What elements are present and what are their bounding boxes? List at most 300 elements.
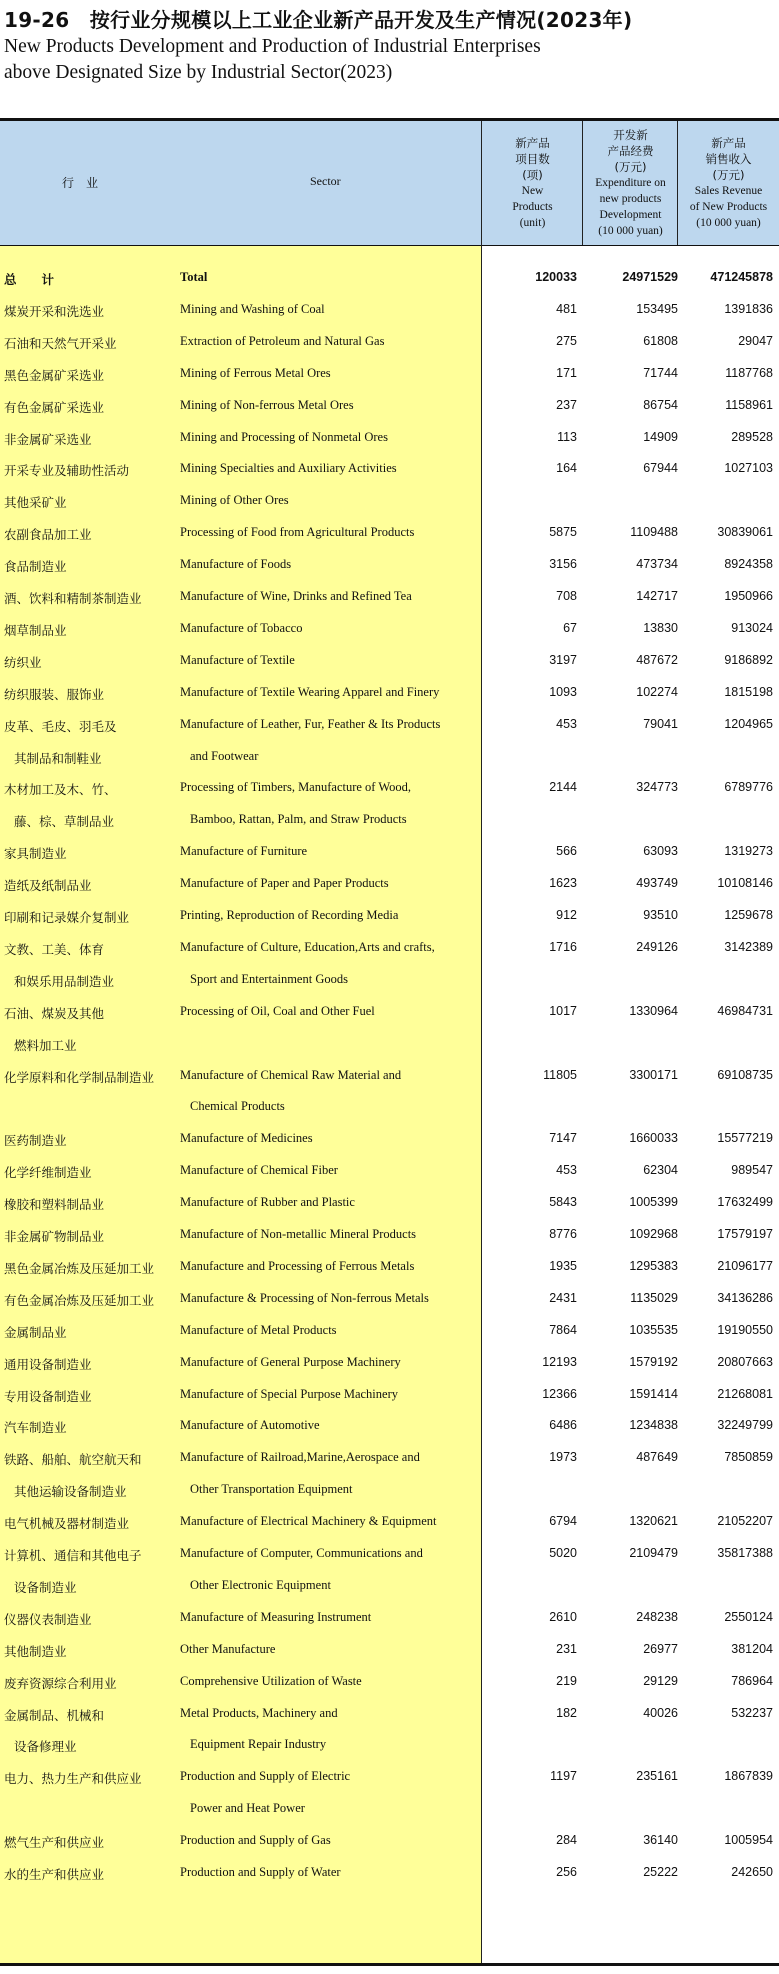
table-row bbox=[0, 453, 779, 485]
new-products-cell: 5843 bbox=[549, 1195, 577, 1210]
header-line: New bbox=[521, 185, 544, 197]
table-row bbox=[0, 836, 779, 868]
sector-en-cell: Manufacture of Automotive bbox=[180, 1418, 320, 1433]
sales-revenue-cell: 15577219 bbox=[717, 1131, 773, 1146]
industry-cn-cell: 专用设备制造业 bbox=[4, 1388, 92, 1404]
industry-cn-cell: 铁路、船舶、航空航天和 bbox=[4, 1452, 142, 1468]
sector-en-cell: Power and Heat Power bbox=[190, 1801, 305, 1816]
industry-cn-cell: 农副食品加工业 bbox=[4, 527, 92, 543]
new-products-cell: 453 bbox=[556, 1163, 577, 1178]
new-products-cell: 708 bbox=[556, 589, 577, 603]
industry-cn-cell: 开采专业及辅助性活动 bbox=[4, 463, 130, 479]
sector-en-cell: Manufacture of Railroad,Marine,Aerospace and bbox=[180, 1450, 420, 1465]
sector-en-cell: Processing of Timbers, Manufacture of Wood, bbox=[180, 780, 412, 795]
sales-revenue-cell: 46984731 bbox=[717, 1003, 773, 1018]
sector-en-cell: Mining of Other Ores bbox=[180, 493, 289, 508]
sector-en-cell: Metal Products, Machinery and bbox=[180, 1705, 338, 1720]
sales-revenue-cell: 21052207 bbox=[717, 1514, 773, 1529]
expenditure-cell: 1109488 bbox=[630, 525, 678, 540]
table-row bbox=[0, 1793, 779, 1825]
sector-en-cell: Printing, Reproduction of Recording Media bbox=[180, 908, 399, 922]
header-col-expenditure bbox=[583, 121, 678, 245]
expenditure-cell: 142717 bbox=[636, 589, 678, 603]
industry-cn-cell: 烟草制品业 bbox=[4, 622, 67, 638]
new-products-cell: 284 bbox=[556, 1833, 577, 1848]
header-line: Products bbox=[512, 201, 553, 213]
header-sector-en bbox=[310, 174, 341, 189]
sector-en-cell: Equipment Repair Industry bbox=[190, 1737, 327, 1752]
table-row bbox=[0, 709, 779, 741]
industry-cn-cell: 设备修理业 bbox=[14, 1739, 77, 1755]
sector-en-cell: Extraction of Petroleum and Natural Gas bbox=[180, 333, 385, 348]
expenditure-cell: 29129 bbox=[643, 1673, 678, 1688]
sector-en-cell: Manufacture and Processing of Ferrous Metals bbox=[180, 1258, 415, 1273]
industry-cn-cell: 木材加工及木、竹、 bbox=[4, 782, 117, 798]
sector-en-cell: Processing of Oil, Coal and Other Fuel bbox=[180, 1003, 375, 1018]
industry-cn-cell: 计算机、通信和其他电子 bbox=[4, 1548, 142, 1563]
sales-revenue-cell: 1187768 bbox=[725, 365, 773, 380]
expenditure-cell: 487649 bbox=[636, 1450, 678, 1465]
expenditure-cell: 93510 bbox=[643, 908, 678, 922]
new-products-cell: 113 bbox=[557, 429, 577, 444]
table-row bbox=[0, 1570, 779, 1602]
sales-revenue-cell: 1259678 bbox=[724, 908, 773, 922]
sales-revenue-cell: 1815198 bbox=[724, 684, 773, 699]
header-industry-cn bbox=[62, 174, 98, 191]
table-row bbox=[0, 1091, 779, 1123]
sector-en-cell: Mining Specialties and Auxiliary Activities bbox=[180, 461, 397, 476]
new-products-cell: 481 bbox=[556, 301, 577, 316]
expenditure-cell: 1660033 bbox=[629, 1131, 678, 1146]
new-products-cell: 164 bbox=[556, 461, 577, 476]
industry-cn-cell: 其他制造业 bbox=[4, 1643, 67, 1659]
sector-en-cell: Manufacture of Furniture bbox=[180, 844, 308, 859]
expenditure-cell: 324773 bbox=[636, 780, 678, 795]
new-products-cell: 237 bbox=[556, 397, 577, 412]
industry-cn-cell: 文教、工美、体育 bbox=[4, 941, 105, 957]
sector-en-cell: Bamboo, Rattan, Palm, and Straw Products bbox=[190, 812, 407, 827]
sector-en-cell: Comprehensive Utilization of Waste bbox=[180, 1673, 362, 1688]
expenditure-cell: 1092968 bbox=[629, 1227, 678, 1241]
industry-cn-cell: 印刷和记录媒介复制业 bbox=[4, 910, 130, 925]
sales-revenue-cell: 20807663 bbox=[717, 1354, 773, 1369]
new-products-cell: 275 bbox=[556, 333, 577, 348]
sector-en-cell: Other Electronic Equipment bbox=[190, 1577, 331, 1592]
industry-cn-cell: 其制品和制鞋业 bbox=[14, 750, 102, 766]
sales-revenue-cell: 1027103 bbox=[724, 461, 773, 476]
header-line: new products bbox=[599, 193, 662, 205]
new-products-cell: 11805 bbox=[543, 1067, 577, 1082]
sales-revenue-cell: 29047 bbox=[738, 333, 773, 348]
expenditure-cell: 1005399 bbox=[629, 1195, 678, 1210]
table-row bbox=[0, 1283, 779, 1315]
table-row bbox=[0, 422, 779, 454]
sector-en-cell: Manufacture of Non-metallic Mineral Products bbox=[180, 1227, 417, 1241]
industry-cn-cell: 燃气生产和供应业 bbox=[4, 1835, 105, 1851]
sector-en-cell: Manufacture of Chemical Raw Material and bbox=[180, 1067, 402, 1082]
expenditure-cell: 1295383 bbox=[629, 1258, 678, 1273]
industry-cn-cell: 有色金属矿采选业 bbox=[4, 399, 105, 415]
sector-en-cell: Manufacture of Measuring Instrument bbox=[180, 1609, 372, 1624]
expenditure-cell: 14909 bbox=[643, 429, 678, 444]
sales-revenue-cell: 1391836 bbox=[724, 301, 773, 316]
industry-cn-cell: 石油和天然气开采业 bbox=[4, 335, 117, 351]
table-row bbox=[0, 1602, 779, 1634]
table-row bbox=[0, 1028, 779, 1060]
sales-revenue-cell: 989547 bbox=[731, 1163, 773, 1178]
header-line: 销售收入 bbox=[705, 152, 752, 166]
new-products-cell: 2144 bbox=[549, 780, 577, 795]
industry-cn-cell: 非金属矿物制品业 bbox=[4, 1229, 105, 1244]
expenditure-cell: 473734 bbox=[636, 557, 678, 572]
sales-revenue-cell: 1204965 bbox=[724, 716, 773, 731]
header-line: 开发新 bbox=[613, 128, 648, 142]
sales-revenue-cell: 289528 bbox=[731, 429, 773, 444]
industry-cn-cell: 其他运输设备制造业 bbox=[14, 1484, 127, 1500]
sales-revenue-cell: 3142389 bbox=[724, 939, 773, 954]
industry-cn-cell: 通用设备制造业 bbox=[4, 1356, 92, 1372]
industry-cn-cell: 设备制造业 bbox=[14, 1579, 77, 1595]
sector-en-cell: Mining of Ferrous Metal Ores bbox=[180, 365, 331, 380]
industry-cn-cell: 纺织服装、服饰业 bbox=[4, 686, 105, 702]
sector-en-cell: Manufacture of Chemical Fiber bbox=[180, 1163, 338, 1178]
sales-revenue-cell: 69108735 bbox=[717, 1067, 773, 1082]
industry-cn-cell: 橡胶和塑料制品业 bbox=[4, 1197, 105, 1213]
table-row bbox=[0, 1379, 779, 1411]
expenditure-cell: 26977 bbox=[643, 1641, 678, 1656]
sales-revenue-cell: 32249799 bbox=[717, 1418, 773, 1433]
sector-en-cell: Mining and Washing of Coal bbox=[180, 301, 325, 316]
sector-en-cell: Other Manufacture bbox=[180, 1641, 276, 1656]
expenditure-cell: 1579192 bbox=[629, 1354, 678, 1369]
new-products-cell: 12366 bbox=[542, 1386, 577, 1401]
header-line: of New Products bbox=[689, 201, 768, 213]
new-products-cell: 6486 bbox=[549, 1418, 577, 1433]
header-line: (万元) bbox=[712, 168, 745, 182]
sales-revenue-cell: 2550124 bbox=[724, 1609, 773, 1624]
table-row bbox=[0, 1857, 779, 1889]
table-row bbox=[0, 390, 779, 422]
table-row bbox=[0, 1698, 779, 1730]
sector-en-cell: Mining of Non-ferrous Metal Ores bbox=[180, 397, 354, 412]
industry-cn-cell: 藤、棕、草制品业 bbox=[14, 814, 115, 830]
table-row bbox=[0, 932, 779, 964]
expenditure-cell: 1330964 bbox=[629, 1003, 678, 1018]
table-row bbox=[0, 1666, 779, 1698]
header-line: (项) bbox=[522, 168, 543, 182]
industry-cn-cell: 酒、饮料和精制茶制造业 bbox=[4, 591, 142, 606]
industry-cn-cell: 电气机械及器材制造业 bbox=[4, 1516, 130, 1532]
table-row bbox=[0, 1060, 779, 1092]
sector-en-cell: Manufacture of Paper and Paper Products bbox=[180, 876, 389, 891]
sales-revenue-cell: 7850859 bbox=[724, 1450, 773, 1465]
expenditure-cell: 153495 bbox=[636, 301, 678, 316]
sales-revenue-cell: 1867839 bbox=[724, 1769, 773, 1784]
industry-cn-cell: 有色金属冶炼及压延加工业 bbox=[4, 1292, 155, 1308]
new-products-cell: 2431 bbox=[549, 1290, 577, 1305]
industry-cn-cell: 其他采矿业 bbox=[4, 495, 67, 511]
sales-revenue-cell: 786964 bbox=[731, 1673, 773, 1688]
table-row bbox=[0, 358, 779, 390]
header-line: 产品经费 bbox=[607, 144, 654, 158]
sector-en-cell: Production and Supply of Water bbox=[180, 1865, 341, 1879]
new-products-cell: 5875 bbox=[549, 525, 577, 540]
table-row bbox=[0, 581, 779, 613]
sales-revenue-cell: 17579197 bbox=[717, 1227, 773, 1241]
table-row bbox=[0, 294, 779, 326]
header-col-sales-revenue bbox=[678, 121, 779, 245]
expenditure-cell: 3300171 bbox=[629, 1067, 678, 1082]
new-products-cell: 231 bbox=[556, 1641, 577, 1656]
table-row bbox=[0, 1442, 779, 1474]
sector-en-cell: Chemical Products bbox=[190, 1099, 285, 1114]
header-line: 新产品 bbox=[515, 136, 550, 150]
sales-revenue-cell: 30839061 bbox=[717, 525, 773, 540]
new-products-cell: 3197 bbox=[549, 652, 577, 667]
industry-cn-cell: 煤炭开采和洗选业 bbox=[4, 303, 105, 319]
sector-en-cell: Manufacture of Foods bbox=[180, 557, 292, 572]
sector-en-cell: Mining and Processing of Nonmetal Ores bbox=[180, 429, 388, 444]
table-row bbox=[0, 1506, 779, 1538]
sector-en-cell: and Footwear bbox=[190, 748, 259, 763]
expenditure-cell: 67944 bbox=[643, 461, 678, 476]
expenditure-cell: 487672 bbox=[636, 652, 678, 667]
table-bottom-rule bbox=[0, 1963, 779, 1966]
table-row bbox=[0, 1761, 779, 1793]
page-title-cn: 19-26 按行业分规模以上工业企业新产品开发及生产情况(2023年) bbox=[4, 8, 633, 32]
sales-revenue-cell: 9186892 bbox=[724, 652, 773, 667]
sector-en-cell: Manufacture of Culture, Education,Arts and crafts, bbox=[180, 939, 435, 954]
header-line: Development bbox=[599, 209, 662, 221]
sector-en-cell: Manufacture of Textile bbox=[180, 652, 295, 667]
new-products-cell: 1197 bbox=[550, 1769, 577, 1784]
sales-revenue-cell: 8924358 bbox=[724, 557, 773, 572]
industry-cn-cell: 化学纤维制造业 bbox=[4, 1165, 92, 1181]
industry-cn-cell: 仪器仪表制造业 bbox=[4, 1611, 92, 1627]
sector-en-cell: Production and Supply of Gas bbox=[180, 1833, 331, 1848]
sector-en-cell: Manufacture of Tobacco bbox=[180, 620, 303, 635]
expenditure-cell: 13830 bbox=[643, 620, 678, 635]
industry-cn-cell: 金属制品业 bbox=[4, 1324, 67, 1340]
sector-en-cell: Manufacture of Computer, Communications and bbox=[180, 1546, 423, 1560]
expenditure-cell: 40026 bbox=[643, 1705, 678, 1720]
header-col-new-products bbox=[482, 121, 583, 245]
header-line: 项目数 bbox=[515, 152, 550, 166]
expenditure-cell: 102274 bbox=[636, 684, 678, 699]
expenditure-cell: 71744 bbox=[643, 365, 678, 380]
table-row bbox=[0, 1219, 779, 1251]
new-products-cell: 1017 bbox=[549, 1003, 577, 1018]
header-line: 新产品 bbox=[711, 136, 746, 150]
sector-en-cell: Manufacture of Special Purpose Machinery bbox=[180, 1386, 398, 1401]
header-industry-cn-text: 行 业 bbox=[62, 176, 99, 190]
sales-revenue-cell: 34136286 bbox=[717, 1290, 773, 1305]
column-divider-3 bbox=[677, 121, 678, 245]
new-products-cell: 8776 bbox=[549, 1227, 577, 1241]
industry-cn-cell: 金属制品、机械和 bbox=[4, 1707, 105, 1723]
sales-revenue-cell: 381204 bbox=[731, 1641, 773, 1656]
sector-en-cell: Manufacture & Processing of Non-ferrous Metals bbox=[180, 1290, 429, 1305]
header-line: (万元) bbox=[614, 160, 647, 174]
header-line: (10 000 yuan) bbox=[696, 217, 761, 229]
industry-cn-cell: 医药制造业 bbox=[4, 1133, 67, 1149]
new-products-cell: 256 bbox=[556, 1865, 577, 1879]
new-products-cell: 1973 bbox=[549, 1450, 577, 1465]
new-products-cell: 1716 bbox=[549, 939, 577, 954]
industry-cn-cell: 黑色金属矿采选业 bbox=[4, 367, 105, 383]
industry-cn-cell: 石油、煤炭及其他 bbox=[4, 1005, 105, 1021]
industry-cn-cell: 食品制造业 bbox=[4, 559, 67, 575]
sector-en-cell: Sport and Entertainment Goods bbox=[190, 971, 348, 986]
table-row bbox=[0, 1155, 779, 1187]
expenditure-cell: 2109479 bbox=[629, 1546, 678, 1560]
sector-en-cell: Manufacture of Rubber and Plastic bbox=[180, 1195, 355, 1210]
sales-revenue-cell: 1319273 bbox=[724, 844, 773, 859]
page-title-en-line2: above Designated Size by Industrial Sector(2023) bbox=[4, 62, 393, 83]
table-row bbox=[0, 645, 779, 677]
industry-cn-cell: 燃料加工业 bbox=[14, 1037, 77, 1053]
expenditure-cell: 25222 bbox=[643, 1865, 678, 1879]
table-row bbox=[0, 1187, 779, 1219]
new-products-cell: 7147 bbox=[549, 1131, 577, 1146]
new-products-cell: 453 bbox=[556, 716, 577, 731]
new-products-cell: 7864 bbox=[549, 1322, 577, 1337]
new-products-cell: 182 bbox=[556, 1705, 577, 1720]
sales-revenue-cell: 35817388 bbox=[717, 1546, 773, 1560]
header-line: (10 000 yuan) bbox=[598, 225, 663, 237]
sector-en-cell: Manufacture of Leather, Fur, Feather & Its Products bbox=[180, 716, 441, 731]
sales-revenue-cell: 21268081 bbox=[717, 1386, 773, 1401]
table-row bbox=[0, 1634, 779, 1666]
sales-revenue-cell: 242650 bbox=[731, 1865, 773, 1879]
table-row bbox=[0, 772, 779, 804]
industry-cn-cell: 皮革、毛皮、羽毛及 bbox=[4, 718, 117, 734]
expenditure-cell: 1035535 bbox=[629, 1322, 678, 1337]
expenditure-cell: 62304 bbox=[643, 1163, 678, 1178]
table-row bbox=[0, 549, 779, 581]
table-row bbox=[0, 868, 779, 900]
table-row bbox=[0, 485, 779, 517]
new-products-cell: 2610 bbox=[549, 1609, 577, 1624]
table-row bbox=[0, 1474, 779, 1506]
new-products-cell: 67 bbox=[563, 620, 577, 635]
industry-cn-cell: 纺织业 bbox=[4, 654, 42, 670]
sector-en-cell: Other Transportation Equipment bbox=[190, 1482, 353, 1497]
industry-cn-cell: 和娱乐用品制造业 bbox=[14, 973, 115, 989]
page-title-en-line1: New Products Development and Production of Industrial Enterprises bbox=[4, 36, 541, 57]
table-row bbox=[0, 996, 779, 1028]
table-row bbox=[0, 1825, 779, 1857]
header-line: (unit) bbox=[519, 217, 546, 229]
sector-en-cell: Manufacture of Textile Wearing Apparel and Finery bbox=[180, 684, 440, 699]
header-line: Expenditure on bbox=[595, 177, 666, 189]
industry-cn-cell: 总 计 bbox=[4, 272, 55, 287]
table-row bbox=[0, 517, 779, 549]
industry-cn-cell: 化学原料和化学制品制造业 bbox=[4, 1069, 155, 1085]
expenditure-cell: 24971529 bbox=[622, 270, 678, 284]
table-row bbox=[0, 804, 779, 836]
new-products-cell: 912 bbox=[556, 908, 577, 922]
industry-cn-cell: 家具制造业 bbox=[4, 846, 67, 862]
expenditure-cell: 1135029 bbox=[630, 1290, 678, 1305]
table-row bbox=[0, 900, 779, 932]
sector-en-cell: Manufacture of General Purpose Machinery bbox=[180, 1354, 401, 1369]
expenditure-cell: 1320621 bbox=[629, 1514, 678, 1529]
industry-cn-cell: 汽车制造业 bbox=[4, 1420, 67, 1436]
table-row bbox=[0, 1729, 779, 1761]
sales-revenue-cell: 532237 bbox=[731, 1705, 773, 1720]
new-products-cell: 3156 bbox=[549, 557, 577, 572]
new-products-cell: 6794 bbox=[549, 1514, 577, 1529]
sector-en-cell: Production and Supply of Electric bbox=[180, 1769, 351, 1784]
sales-revenue-cell: 19190550 bbox=[717, 1322, 773, 1337]
sector-en-cell: Processing of Food from Agricultural Products bbox=[180, 525, 415, 540]
sales-revenue-cell: 1158961 bbox=[725, 397, 773, 412]
table-row bbox=[0, 326, 779, 358]
new-products-cell: 1093 bbox=[549, 684, 577, 699]
expenditure-cell: 86754 bbox=[643, 397, 678, 412]
expenditure-cell: 63093 bbox=[643, 844, 678, 859]
new-products-cell: 120033 bbox=[535, 270, 577, 284]
industry-cn-cell: 非金属矿采选业 bbox=[4, 431, 92, 447]
sector-en-cell: Manufacture of Medicines bbox=[180, 1131, 313, 1146]
column-divider-2 bbox=[582, 121, 583, 245]
sales-revenue-cell: 471245878 bbox=[710, 270, 773, 284]
sector-en-cell: Total bbox=[180, 270, 208, 284]
expenditure-cell: 1591414 bbox=[629, 1386, 678, 1401]
sector-en-cell: Manufacture of Wine, Drinks and Refined Tea bbox=[180, 589, 412, 603]
expenditure-cell: 36140 bbox=[643, 1833, 678, 1848]
new-products-cell: 1935 bbox=[549, 1258, 577, 1273]
sales-revenue-cell: 17632499 bbox=[717, 1195, 773, 1210]
header-sector-en-text: Sector bbox=[310, 174, 341, 188]
industry-cn-cell: 水的生产和供应业 bbox=[4, 1867, 105, 1882]
industry-cn-cell: 造纸及纸制品业 bbox=[4, 878, 92, 894]
table-row bbox=[0, 1315, 779, 1347]
new-products-cell: 219 bbox=[556, 1673, 577, 1688]
table-row bbox=[0, 677, 779, 709]
table-row bbox=[0, 1410, 779, 1442]
new-products-cell: 171 bbox=[556, 365, 577, 380]
page-title-en bbox=[4, 34, 541, 86]
industry-cn-cell: 黑色金属冶炼及压延加工业 bbox=[4, 1260, 155, 1276]
sector-en-cell: Manufacture of Electrical Machinery & Equipment bbox=[180, 1514, 437, 1529]
expenditure-cell: 493749 bbox=[636, 876, 678, 891]
sales-revenue-cell: 21096177 bbox=[717, 1258, 773, 1273]
industry-cn-cell: 电力、热力生产和供应业 bbox=[4, 1771, 142, 1787]
table-row bbox=[0, 262, 779, 294]
industry-cn-cell: 废弃资源综合利用业 bbox=[4, 1675, 117, 1691]
sales-revenue-cell: 6789776 bbox=[724, 780, 773, 795]
expenditure-cell: 235161 bbox=[636, 1769, 678, 1784]
expenditure-cell: 79041 bbox=[643, 716, 678, 731]
table-row bbox=[0, 741, 779, 773]
sector-en-cell: Manufacture of Metal Products bbox=[180, 1322, 337, 1337]
table-row bbox=[0, 613, 779, 645]
sales-revenue-cell: 10108146 bbox=[717, 876, 773, 891]
table-row bbox=[0, 964, 779, 996]
new-products-cell: 5020 bbox=[549, 1546, 577, 1560]
table-row bbox=[0, 1123, 779, 1155]
expenditure-cell: 1234838 bbox=[629, 1418, 678, 1433]
sales-revenue-cell: 1005954 bbox=[724, 1833, 773, 1848]
expenditure-cell: 61808 bbox=[643, 333, 678, 348]
expenditure-cell: 248238 bbox=[636, 1609, 678, 1624]
header-line: Sales Revenue bbox=[694, 185, 763, 197]
expenditure-cell: 249126 bbox=[636, 939, 678, 954]
table-row bbox=[0, 1538, 779, 1570]
table-row bbox=[0, 1347, 779, 1379]
